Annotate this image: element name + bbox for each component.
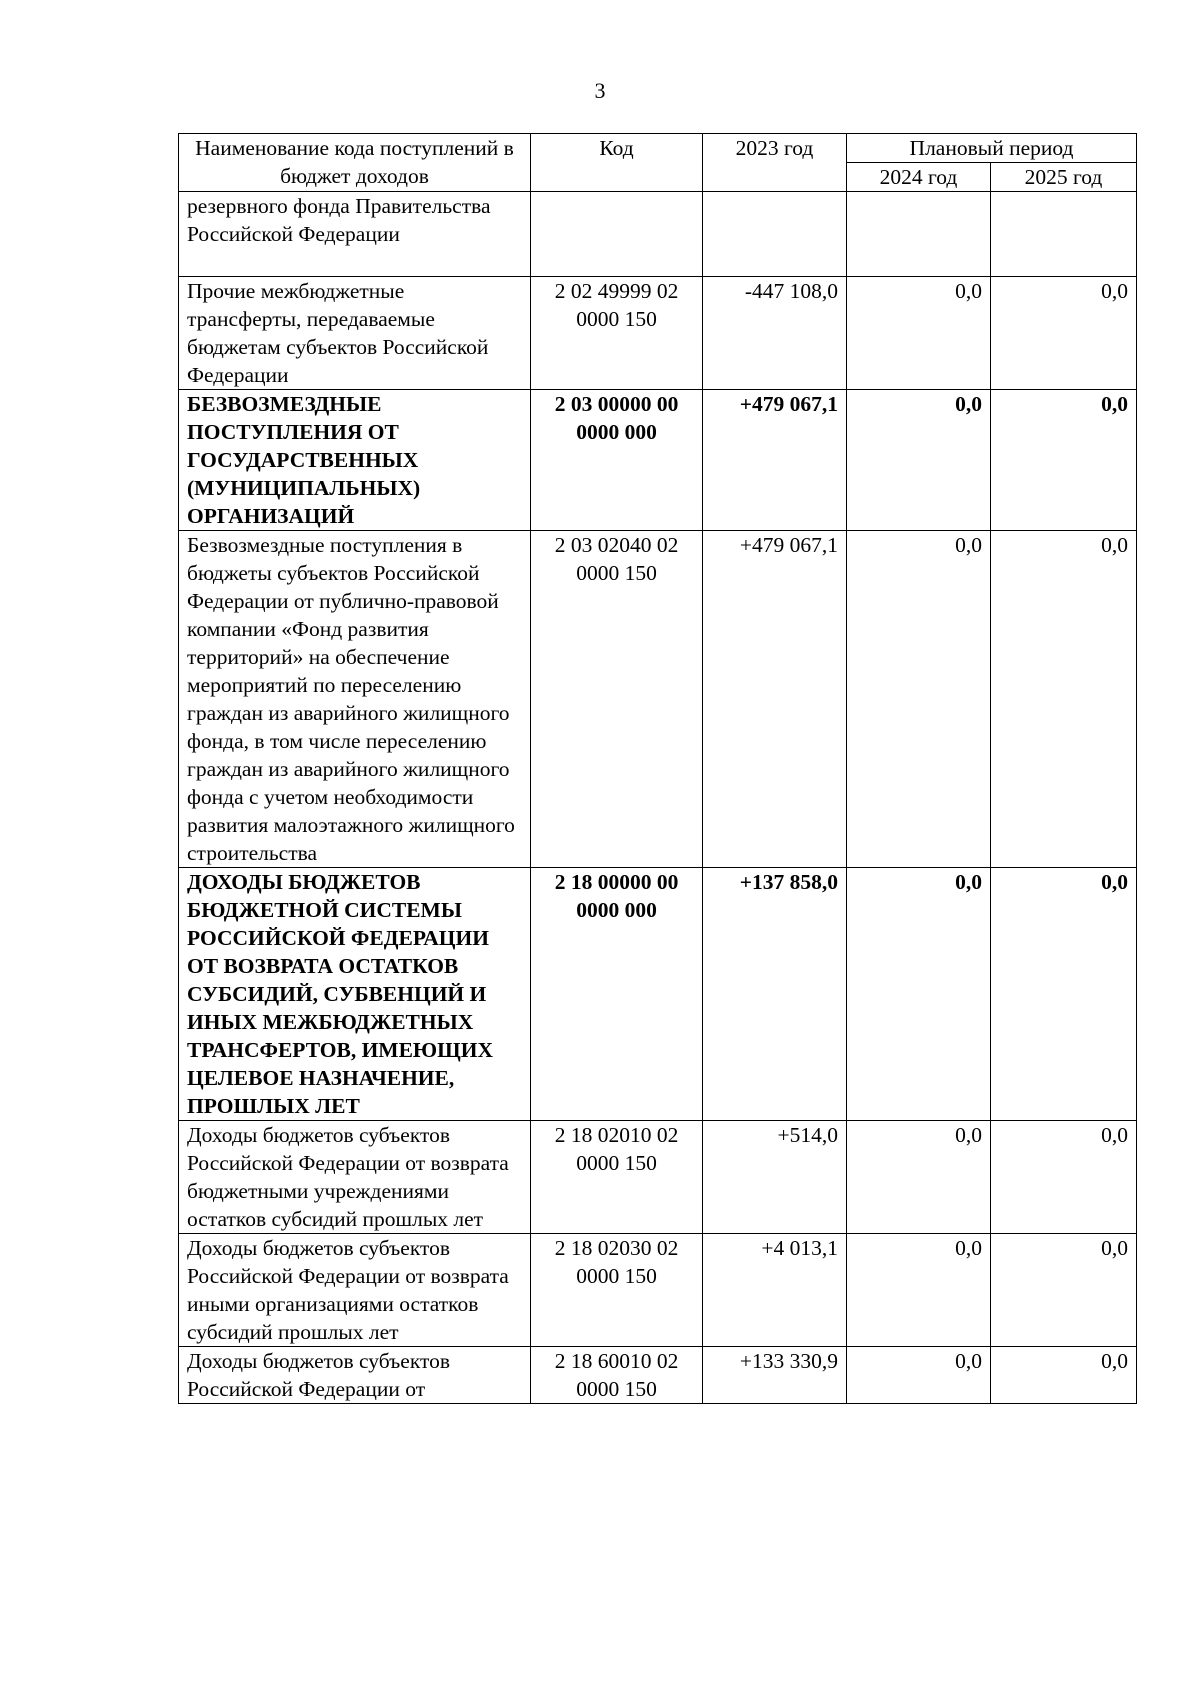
- row-2025: 0,0: [991, 868, 1137, 1121]
- row-code: 2 03 00000 00 0000 000: [531, 390, 703, 531]
- row-name: ДОХОДЫ БЮДЖЕТОВ БЮДЖЕТНОЙ СИСТЕМЫ РОССИЙСКОЙ ФЕДЕРАЦИИ ОТ ВОЗВРАТА ОСТАТКОВ СУБСИДИЙ, СУБВЕНЦИЙ И ИНЫХ МЕЖБЮДЖЕТНЫХ ТРАНСФЕРТОВ, ИМЕЮЩИХ ЦЕЛЕВОЕ НАЗНАЧЕНИЕ, ПРОШЛЫХ ЛЕТ: [179, 868, 531, 1121]
- row-code: 2 18 02010 02 0000 150: [531, 1121, 703, 1234]
- header-year-2025: 2025 год: [991, 163, 1137, 192]
- row-name: Прочие межбюджетные трансферты, передаваемые бюджетам субъектов Российской Федерации: [179, 277, 531, 390]
- row-name: БЕЗВОЗМЕЗДНЫЕ ПОСТУПЛЕНИЯ ОТ ГОСУДАРСТВЕННЫХ (МУНИЦИПАЛЬНЫХ) ОРГАНИЗАЦИЙ: [179, 390, 531, 531]
- budget-revenue-table: [178, 133, 1137, 1404]
- table-row: [179, 277, 1137, 390]
- page-number: 3: [594, 78, 606, 103]
- row-2025: 0,0: [991, 1121, 1137, 1234]
- row-name: Доходы бюджетов субъектов Российской Федерации от возврата бюджетными учреждениями остатков субсидий прошлых лет: [179, 1121, 531, 1234]
- row-code: 2 18 00000 00 0000 000: [531, 868, 703, 1121]
- row-2024: 0,0: [847, 1347, 991, 1404]
- table-row: [179, 192, 1137, 277]
- table-row: [179, 1234, 1137, 1347]
- row-2023: +133 330,9: [703, 1347, 847, 1404]
- row-2025: 0,0: [991, 1234, 1137, 1347]
- table-row: [179, 868, 1137, 1121]
- table-row: [179, 390, 1137, 531]
- row-2024: 0,0: [847, 1234, 991, 1347]
- table-row: [179, 531, 1137, 868]
- row-2023: -447 108,0: [703, 277, 847, 390]
- row-2023: +479 067,1: [703, 531, 847, 868]
- row-name: резервного фонда Правительства Российской Федерации: [179, 192, 531, 277]
- row-name: Безвозмездные поступления в бюджеты субъектов Российской Федерации от публично-правовой компании «Фонд развития территорий» на обеспечение мероприятий по переселению граждан из аварийного жилищного фонда, в том числе переселению граждан из аварийного жилищного фонда с учетом необходимости развития малоэтажного жилищного строительства: [179, 531, 531, 868]
- row-2023: [703, 192, 847, 277]
- row-2025: [991, 192, 1137, 277]
- row-2025: 0,0: [991, 390, 1137, 531]
- header-year-2023: 2023 год: [703, 134, 847, 192]
- row-2024: 0,0: [847, 277, 991, 390]
- row-code: [531, 192, 703, 277]
- row-2023: +479 067,1: [703, 390, 847, 531]
- header-planned-period: Плановый период: [847, 134, 1137, 163]
- table-header: [179, 134, 1137, 192]
- row-2023: +514,0: [703, 1121, 847, 1234]
- row-2025: 0,0: [991, 1347, 1137, 1404]
- row-code: 2 02 49999 02 0000 150: [531, 277, 703, 390]
- table-row: [179, 1121, 1137, 1234]
- row-2025: 0,0: [991, 531, 1137, 868]
- row-code: 2 03 02040 02 0000 150: [531, 531, 703, 868]
- row-2024: 0,0: [847, 868, 991, 1121]
- table-row: [179, 1347, 1137, 1404]
- row-name: Доходы бюджетов субъектов Российской Федерации от: [179, 1347, 531, 1404]
- row-2023: +137 858,0: [703, 868, 847, 1121]
- row-2023: +4 013,1: [703, 1234, 847, 1347]
- header-year-2024: 2024 год: [847, 163, 991, 192]
- header-code: Код: [531, 134, 703, 192]
- row-name: Доходы бюджетов субъектов Российской Федерации от возврата иными организациями остатков субсидий прошлых лет: [179, 1234, 531, 1347]
- row-2024: 0,0: [847, 390, 991, 531]
- row-code: 2 18 02030 02 0000 150: [531, 1234, 703, 1347]
- row-2024: [847, 192, 991, 277]
- header-name: Наименование кода поступлений в бюджет доходов: [179, 134, 531, 192]
- row-2024: 0,0: [847, 1121, 991, 1234]
- row-code: 2 18 60010 02 0000 150: [531, 1347, 703, 1404]
- table-body: [179, 192, 1137, 1404]
- row-2024: 0,0: [847, 531, 991, 868]
- row-2025: 0,0: [991, 277, 1137, 390]
